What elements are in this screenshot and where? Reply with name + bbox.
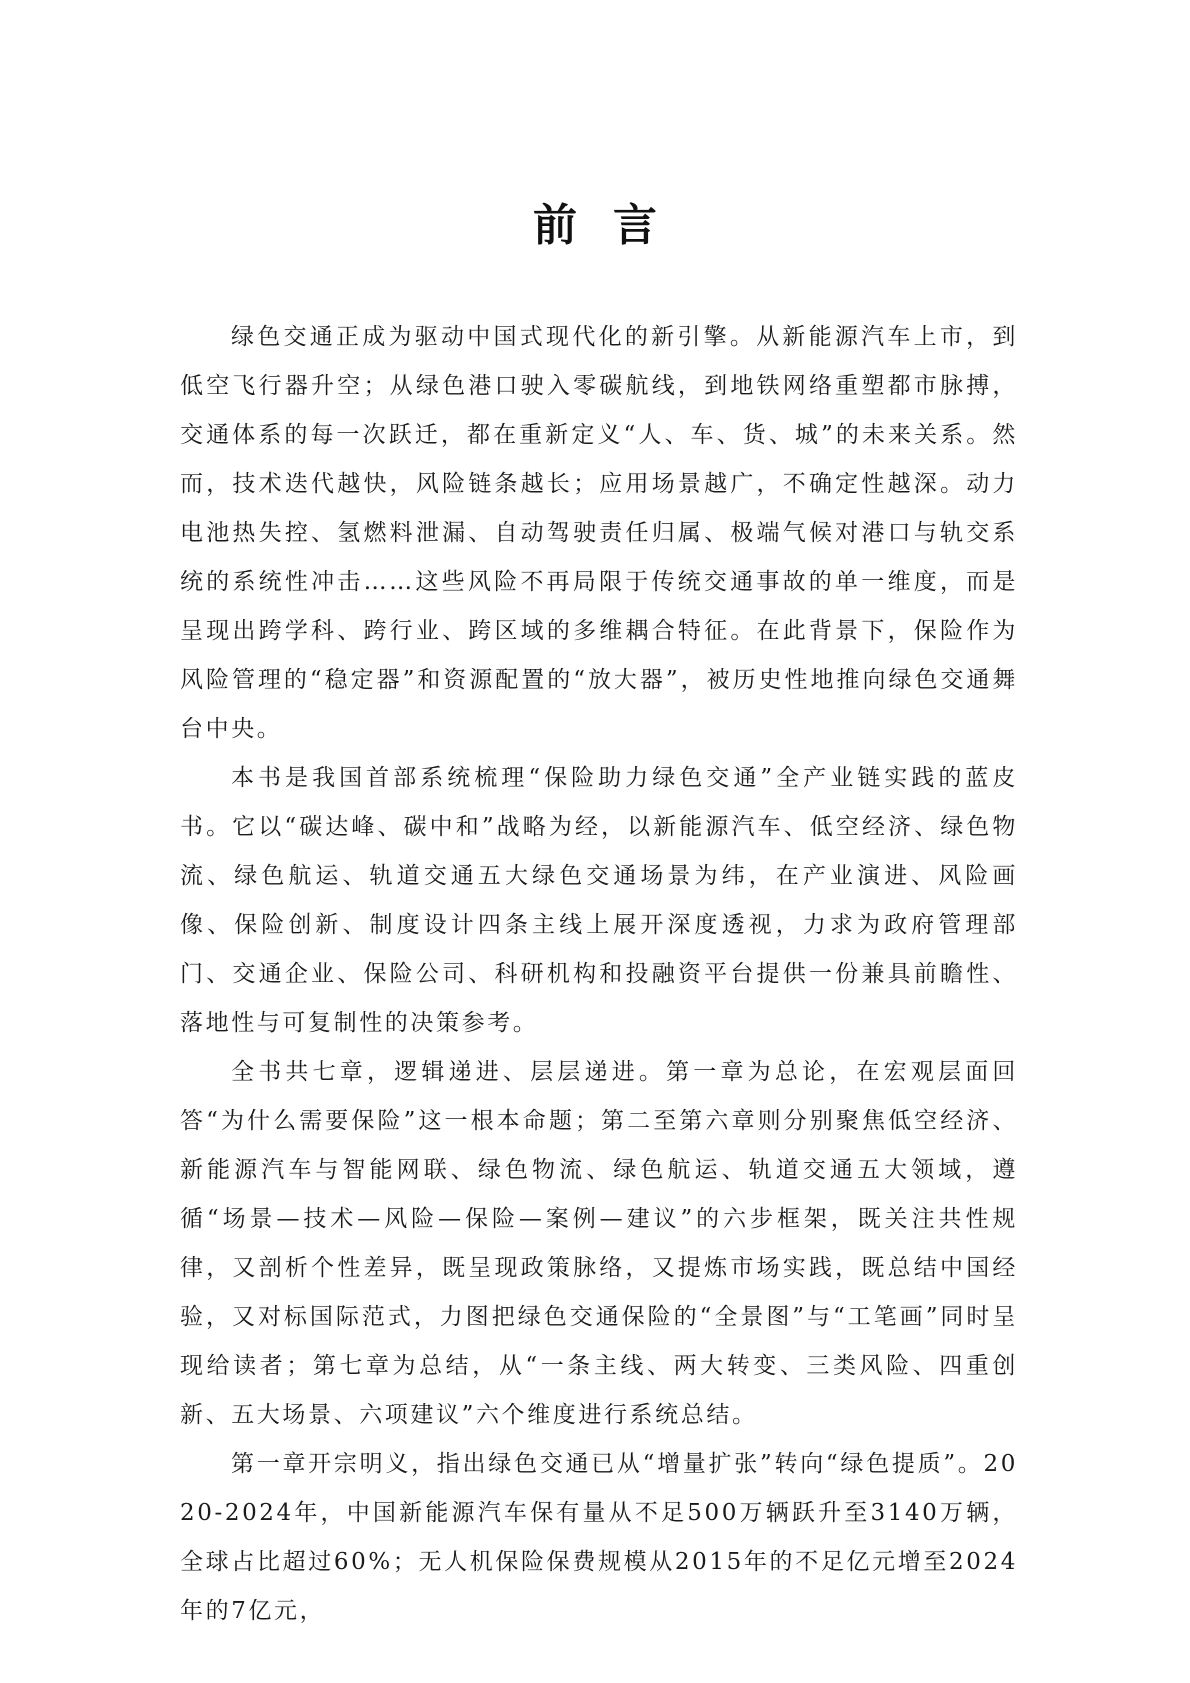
preface-body	[180, 313, 1018, 1636]
paragraph-1: 绿色交通正成为驱动中国式现代化的新引擎。从新能源汽车上市，到低空飞行器升空；从绿色港口驶入零碳航线，到地铁网络重塑都市脉搏，交通体系的每一次跃迁，都在重新定义“人、车、货、城”的未来关系。然而，技术迭代越快，风险链条越长；应用场景越广，不确定性越深。动力电池热失控、氢燃料泄漏、自动驾驶责任归属、极端气候对港口与轨交系统的系统性冲击……这些风险不再局限于传统交通事故的单一维度，而是呈现出跨学科、跨行业、跨区域的多维耦合特征。在此背景下，保险作为风险管理的“稳定器”和资源配置的“放大器”，被历史性地推向绿色交通舞台中央。	[180, 324, 1018, 742]
paragraph-3: 全书共七章，逻辑递进、层层递进。第一章为总论，在宏观层面回答“为什么需要保险”这一根本命题；第二至第六章则分别聚焦低空经济、新能源汽车与智能网联、绿色物流、绿色航运、轨道交通五大领域，遵循“场景—技术—风险—保险—案例—建议”的六步框架，既关注共性规律，又剖析个性差异，既呈现政策脉络，又提炼市场实践，既总结中国经验，又对标国际范式，力图把绿色交通保险的“全景图”与“工笔画”同时呈现给读者；第七章为总结，从“一条主线、两大转变、三类风险、四重创新、五大场景、六项建议”六个维度进行系统总结。	[180, 1059, 1018, 1428]
paragraph-2: 本书是我国首部系统梳理“保险助力绿色交通”全产业链实践的蓝皮书。它以“碳达峰、碳中和”战略为经，以新能源汽车、低空经济、绿色物流、绿色航运、轨道交通五大绿色交通场景为纬，在产业演进、风险画像、保险创新、制度设计四条主线上展开深度透视，力求为政府管理部门、交通企业、保险公司、科研机构和投融资平台提供一份兼具前瞻性、落地性与可复制性的决策参考。	[180, 765, 1018, 1036]
page-title: 前言	[533, 200, 693, 251]
paragraph-4: 第一章开宗明义，指出绿色交通已从“增量扩张”转向“绿色提质”。2020-2024年，中国新能源汽车保有量从不足500万辆跃升至3140万辆，全球占比超过60%；无人机保险保费规模从2015年的不足亿元增至2024年的7亿元，	[180, 1451, 1018, 1624]
